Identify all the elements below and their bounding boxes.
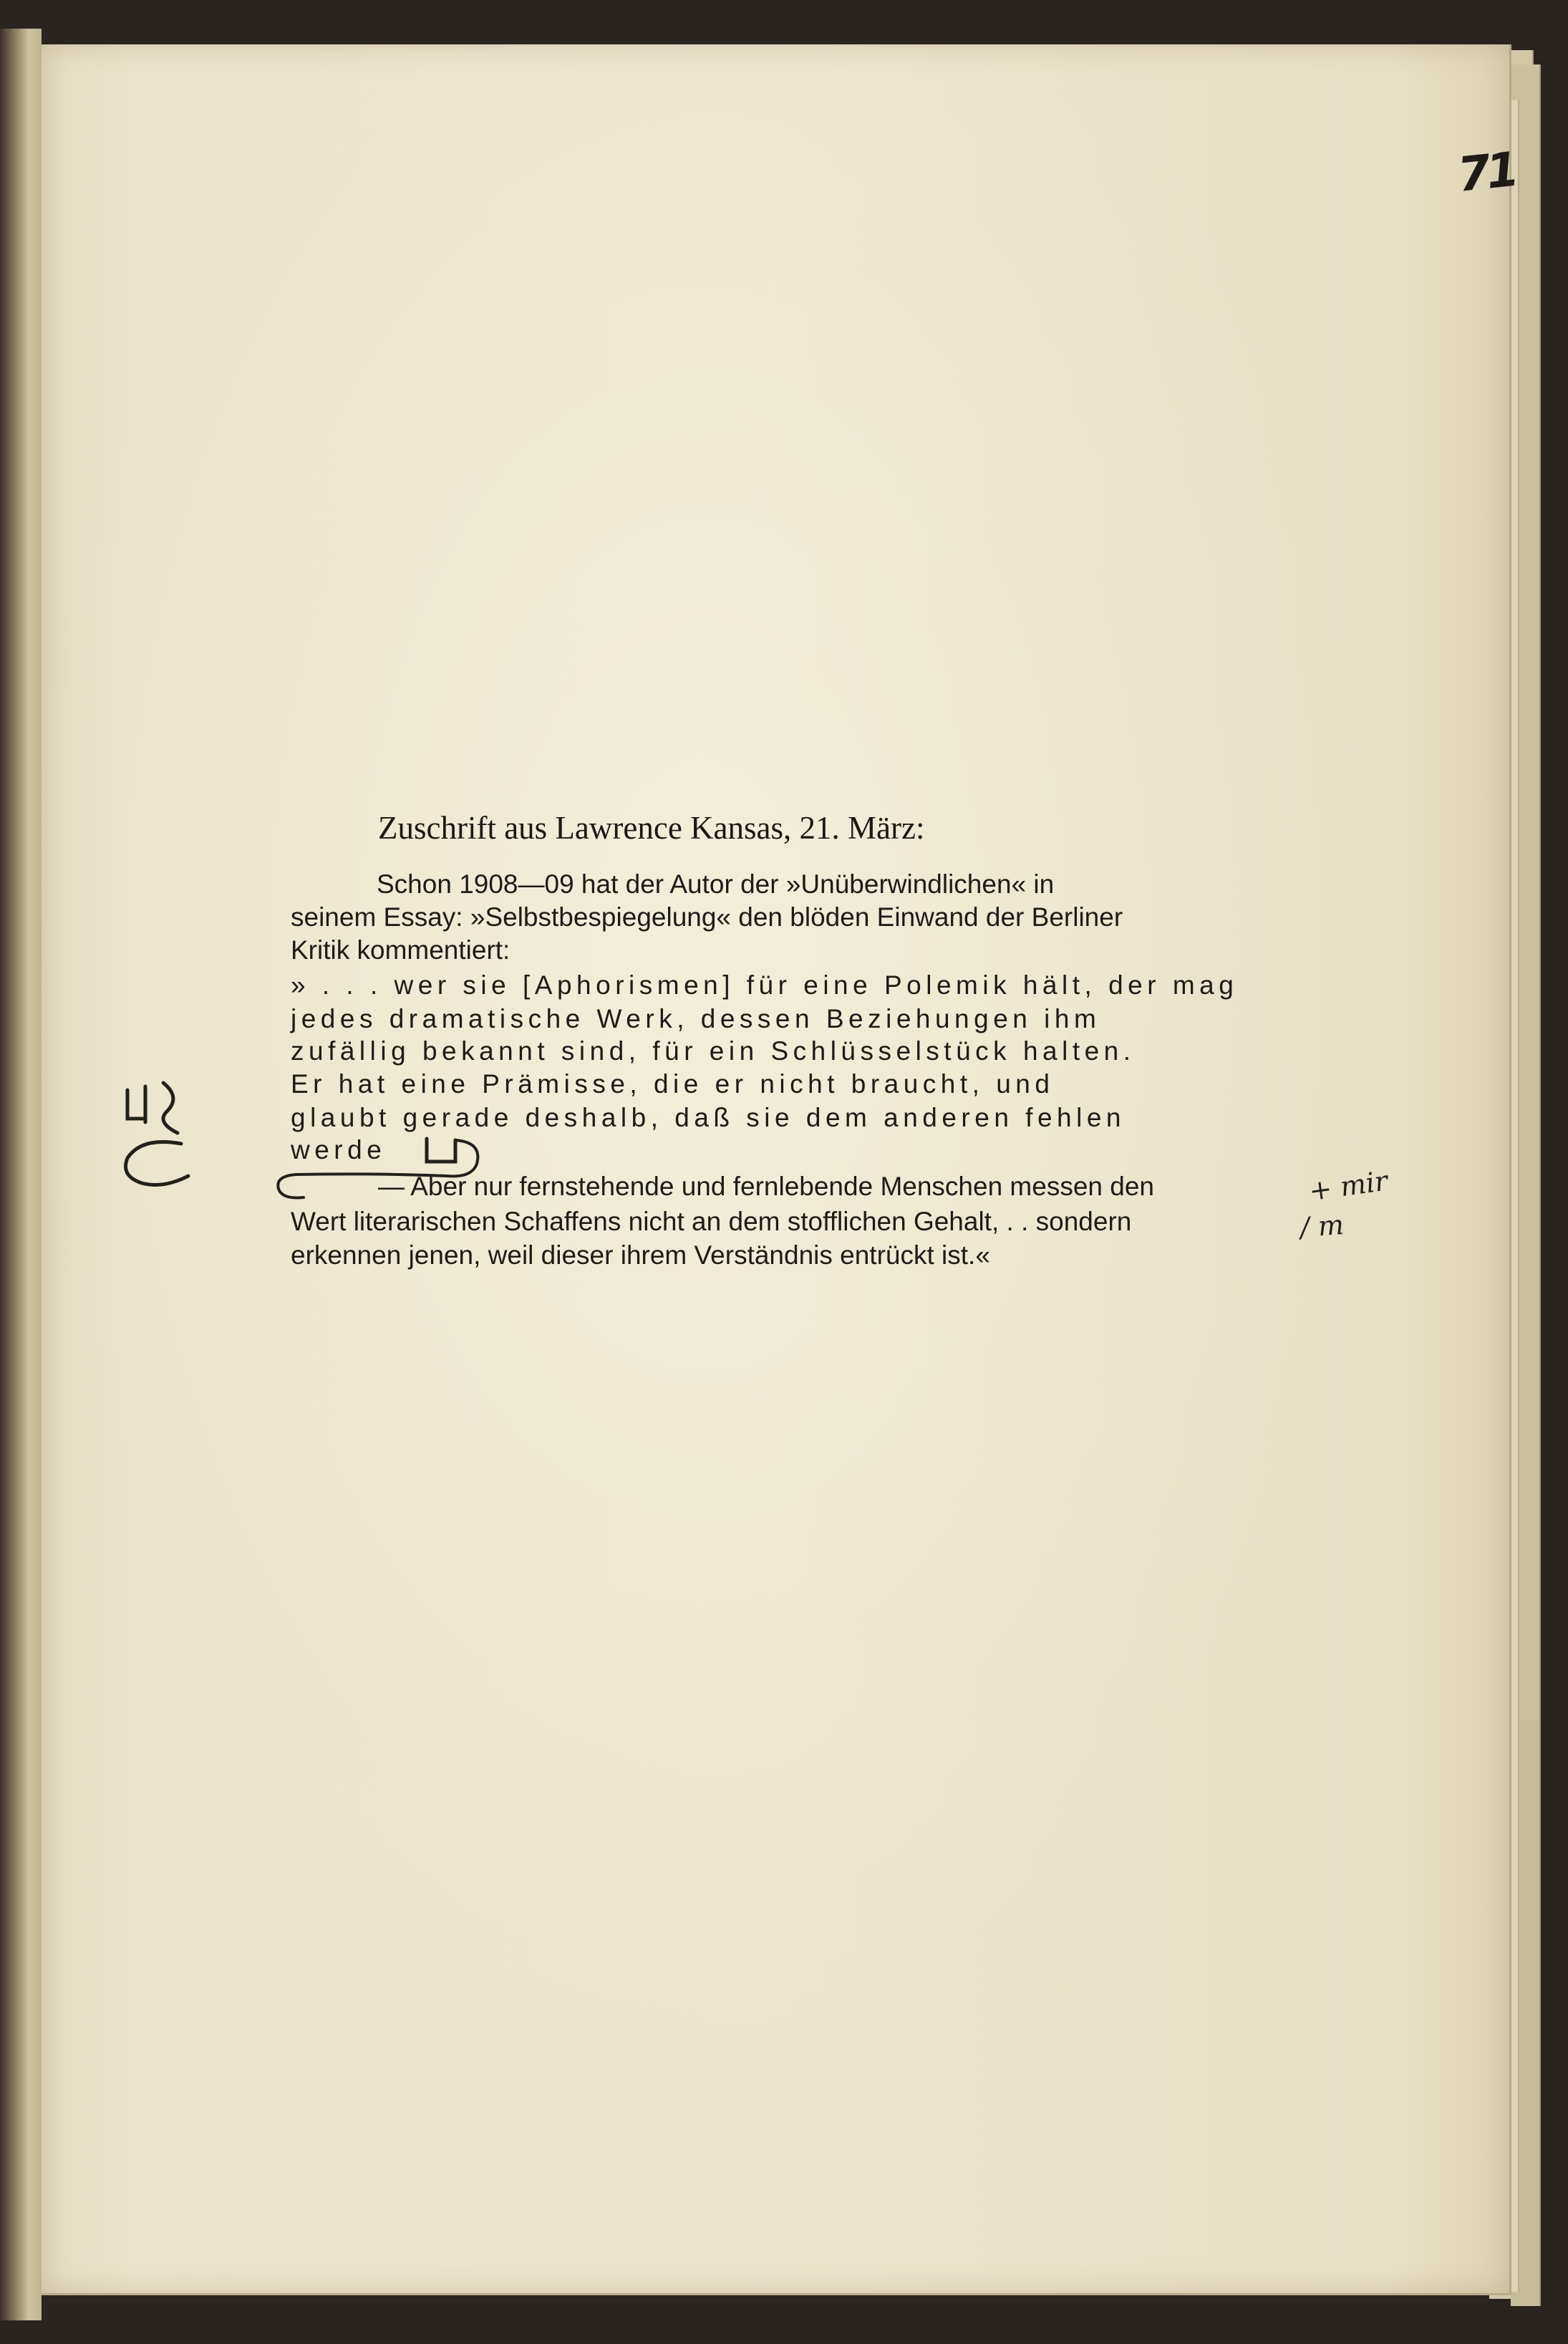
quote-line: glaubt gerade deshalb, daß sie dem anderen fehlen: [291, 1103, 1126, 1132]
quote-line: Er hat eine Prämisse, die er nicht braucht, und: [291, 1069, 1055, 1099]
folio-number: 71: [1455, 142, 1518, 203]
handwritten-insertion-mark: [268, 1132, 526, 1210]
paper-page: [42, 44, 1518, 2295]
quote-line: werde: [291, 1135, 387, 1164]
handwritten-margin-note: + mir: [1307, 1164, 1390, 1207]
book-binding: [0, 29, 42, 2320]
text-line: Schon 1908—09 hat der Autor der »Unüberwindlichen« in: [377, 869, 1055, 899]
letter-heading: Zuschrift aus Lawrence Kansas, 21. März:: [378, 810, 925, 846]
text-line: Wert literarischen Schaffens nicht an dem stofflichen Gehalt, . . sondern: [291, 1207, 1132, 1236]
handwritten-margin-note: / m: [1299, 1208, 1345, 1244]
text-line: Kritik kommentiert:: [291, 935, 510, 965]
handwritten-correction-mark: [113, 1069, 199, 1205]
quote-line: zufällig bekannt sind, für ein Schlüsselstück halten.: [291, 1036, 1136, 1066]
quote-line: » . . . wer sie [Aphorismen] für eine Polemik hält, der mag: [291, 970, 1239, 1000]
quote-line: jedes dramatische Werk, dessen Beziehungen ihm: [291, 1004, 1101, 1033]
text-line: erkennen jenen, weil dieser ihrem Verständnis entrückt ist.«: [291, 1240, 990, 1270]
text-line: seinem Essay: »Selbstbespiegelung« den blöden Einwand der Berliner: [291, 902, 1123, 932]
text-line: — Aber nur fernstehende und fernlebende Menschen messen den: [378, 1172, 1155, 1201]
